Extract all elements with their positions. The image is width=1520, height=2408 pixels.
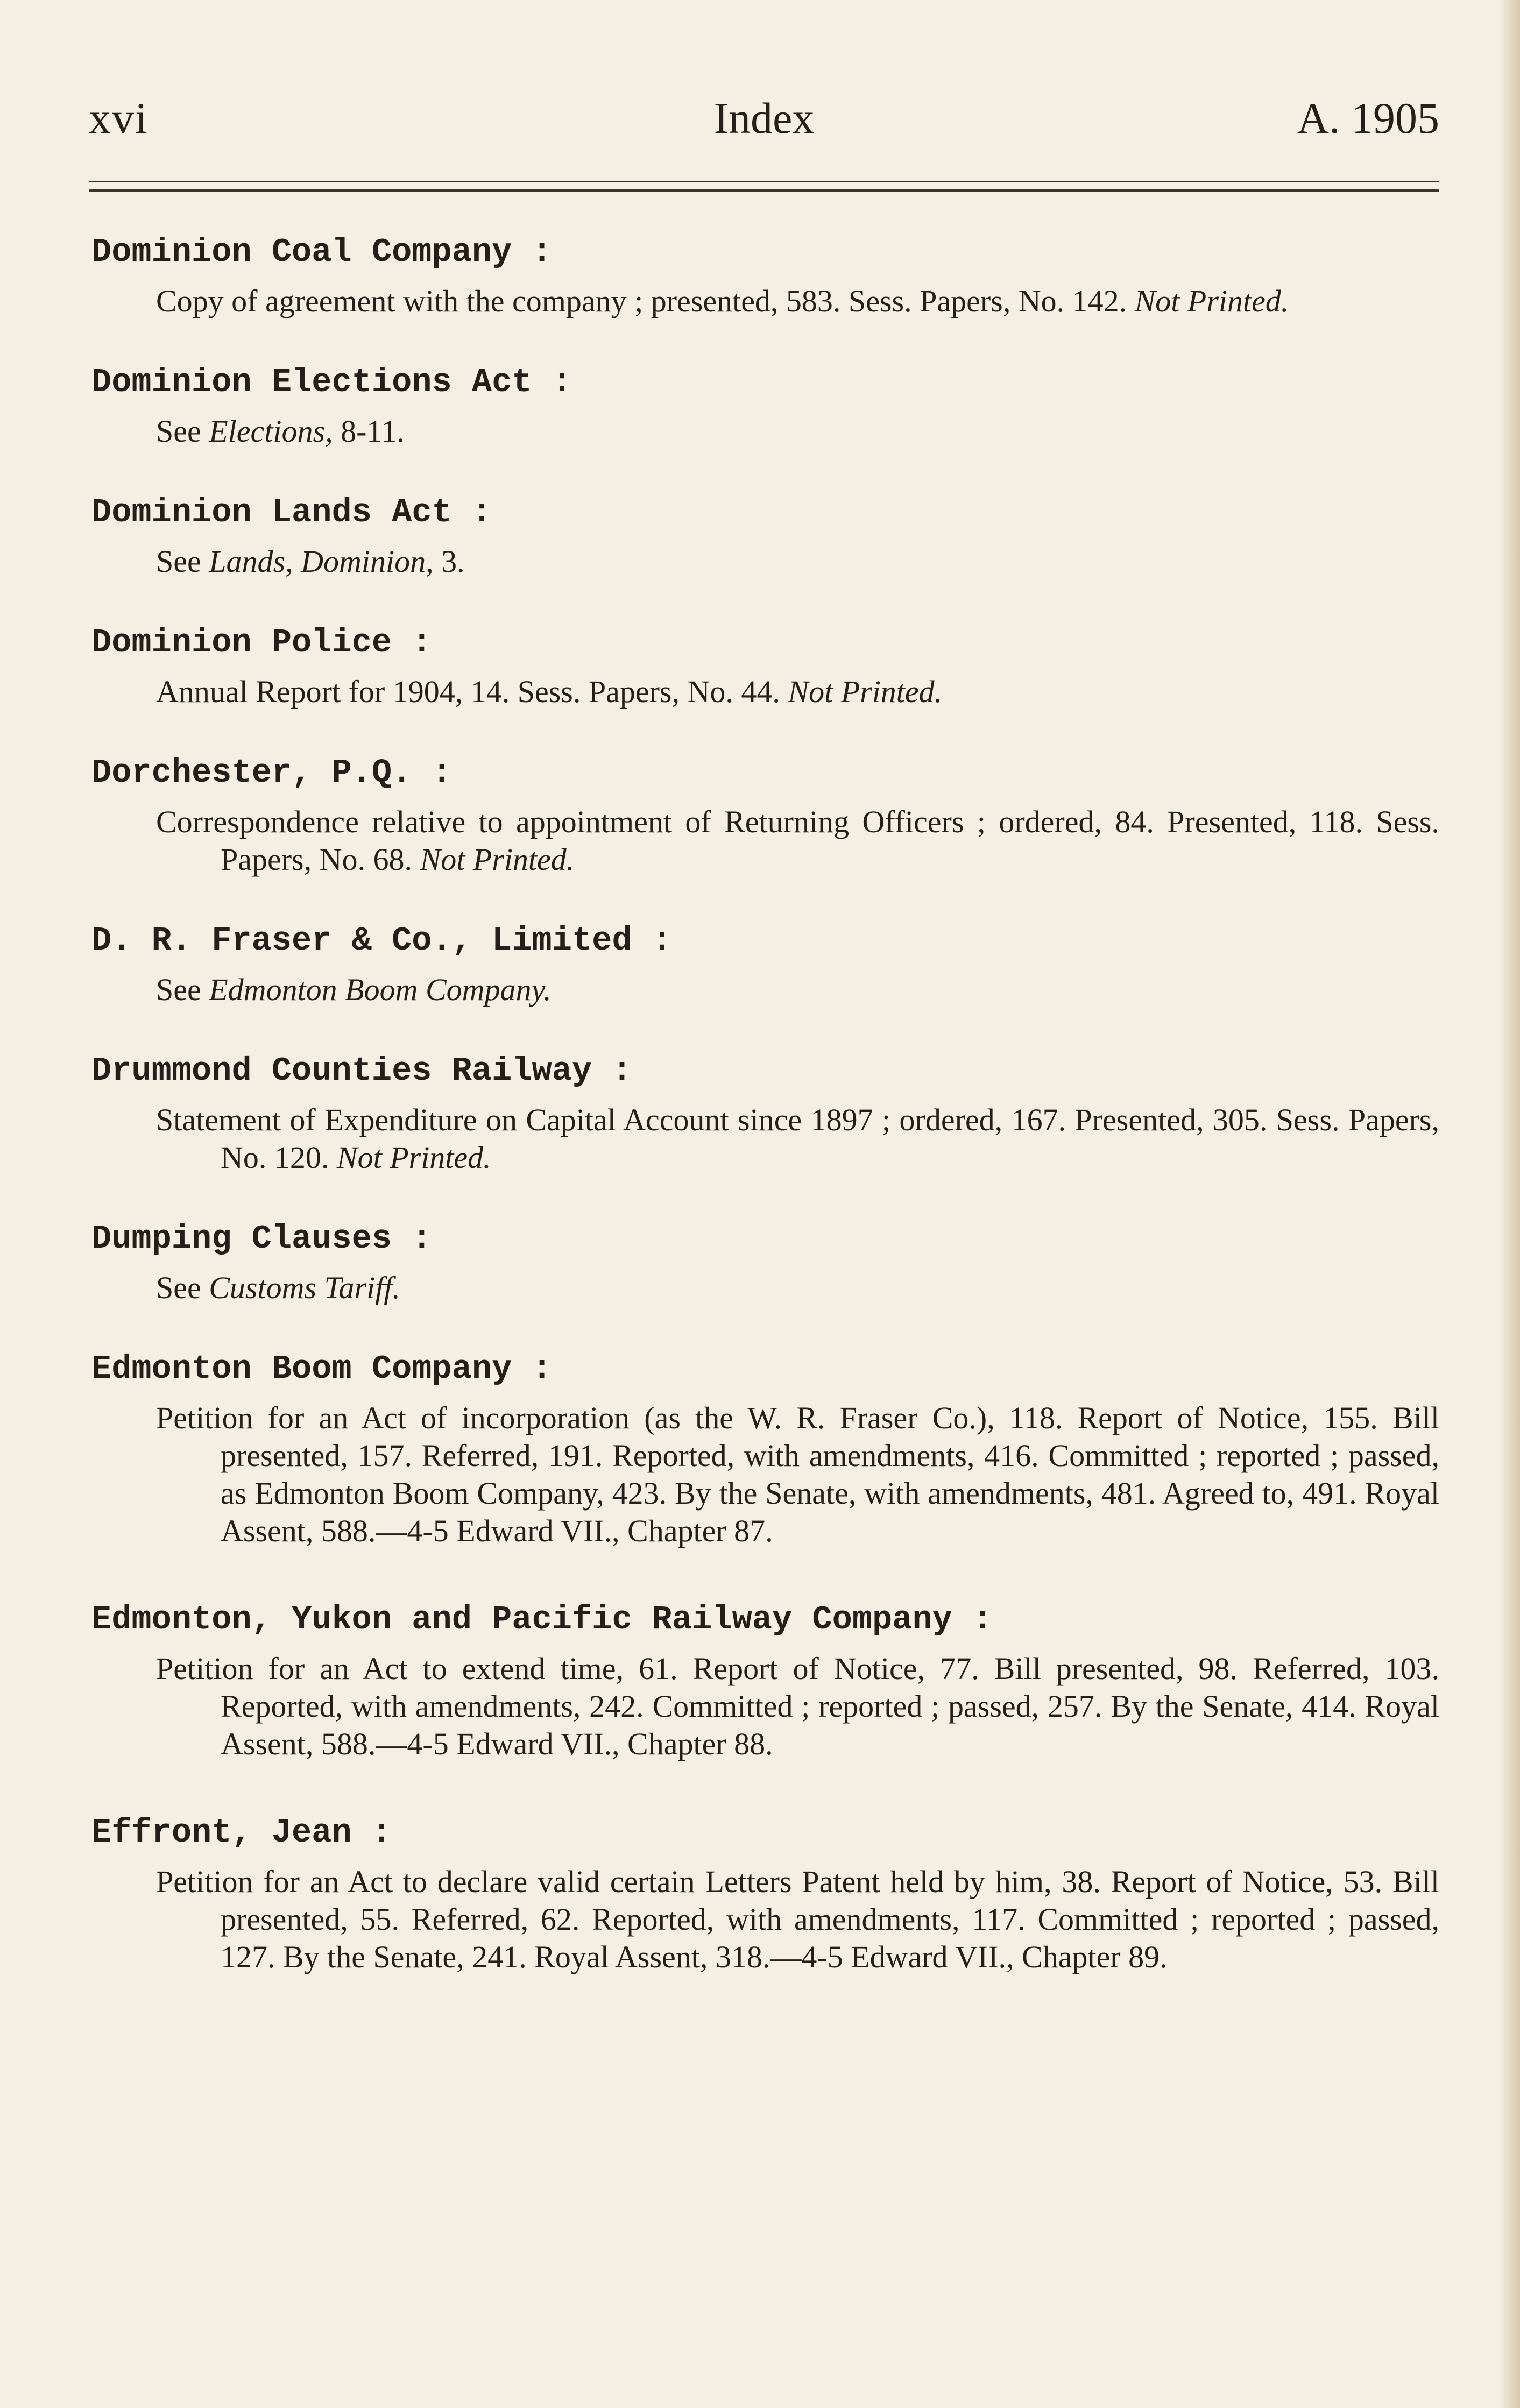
index-entry [89, 1210, 1439, 1307]
entry-body: Statement of Expenditure on Capital Account since 1897 ; ordered, 167. Presented, 305. Sess. Papers, No. 120. Not Printed. [156, 1102, 1439, 1175]
index-entry [89, 614, 1439, 711]
index-entry [89, 1042, 1439, 1177]
index-entry [89, 744, 1439, 879]
entry-body: Petition for an Act to declare valid certain Letters Patent held by him, 38. Report of Notice, 53. Bill presented, 55. Referred, 62. Reported, with amendments, 117. Committed ; reported ; passed, 127. By the Senate, 241. Royal Assent, 318.—4-5 Edward VII., Chapter 89. [156, 1864, 1439, 1974]
entry-body: Correspondence relative to appointment of Returning Officers ; ordered, 84. Presented, 118. Sess. Papers, No. 68. Not Printed. [156, 804, 1439, 877]
entry-body: Petition for an Act to extend time, 61. Report of Notice, 77. Bill presented, 98. Referred, 103. Reported, with amendments, 242. Committed ; reported ; passed, 257. By the Senate, 414. Royal Assent, 588.—4-5 Edward VII., Chapter 88. [156, 1651, 1439, 1761]
header-rule-top [89, 181, 1439, 182]
entry-body: Annual Report for 1904, 14. Sess. Papers, No. 44. Not Printed. [156, 674, 943, 709]
entry-heading: Dumping Clauses : [91, 1220, 432, 1258]
entry-body: See Lands, Dominion, 3. [156, 544, 465, 579]
entry-heading: Effront, Jean : [91, 1814, 392, 1852]
index-entry [89, 484, 1439, 580]
page-title: Index [713, 94, 815, 143]
index-entry [89, 1804, 1439, 1976]
entry-heading: Dominion Lands Act : [91, 493, 492, 532]
index-entry [89, 223, 1439, 320]
entry-body: See Elections, 8-11. [156, 414, 405, 449]
entry-heading: Edmonton Boom Company : [91, 1350, 552, 1388]
entry-heading: Dominion Elections Act : [91, 363, 572, 401]
page-number: xvi [89, 94, 149, 143]
index-entry [89, 912, 1439, 1009]
entry-body: Petition for an Act of incorporation (as the W. R. Fraser Co.), 118. Report of Notice, 155. Bill presented, 157. Referred, 191. Reported, with amendments, 416. Committed ; reported ; passed, as Edmonton Boom Company, 423. By the Senate, with amendments, 481. Agreed to, 491. Royal Assent, 588.—4-5 Edward VII., Chapter 87. [156, 1400, 1439, 1548]
index-entry [89, 1340, 1439, 1550]
header-rule-bottom [89, 189, 1439, 192]
entry-heading: Drummond Counties Railway : [91, 1052, 632, 1090]
session-year: A. 1905 [1297, 94, 1439, 143]
index-entry [89, 1591, 1439, 1763]
entry-body: See Edmonton Boom Company. [156, 972, 552, 1007]
index-entry [89, 353, 1439, 450]
entry-heading: Dorchester, P.Q. : [91, 754, 452, 792]
entry-heading: D. R. Fraser & Co., Limited : [91, 922, 672, 960]
entry-heading: Dominion Police : [91, 624, 432, 662]
entry-heading: Dominion Coal Company : [91, 233, 552, 271]
page-header [89, 86, 1439, 151]
index-entries [89, 223, 1439, 1976]
entry-heading: Edmonton, Yukon and Pacific Railway Company : [91, 1600, 993, 1639]
page-spine-shadow [1498, 0, 1520, 2408]
entry-body: Copy of agreement with the company ; presented, 583. Sess. Papers, No. 142. Not Printed. [156, 284, 1289, 318]
entry-body: See Customs Tariff. [156, 1270, 400, 1305]
